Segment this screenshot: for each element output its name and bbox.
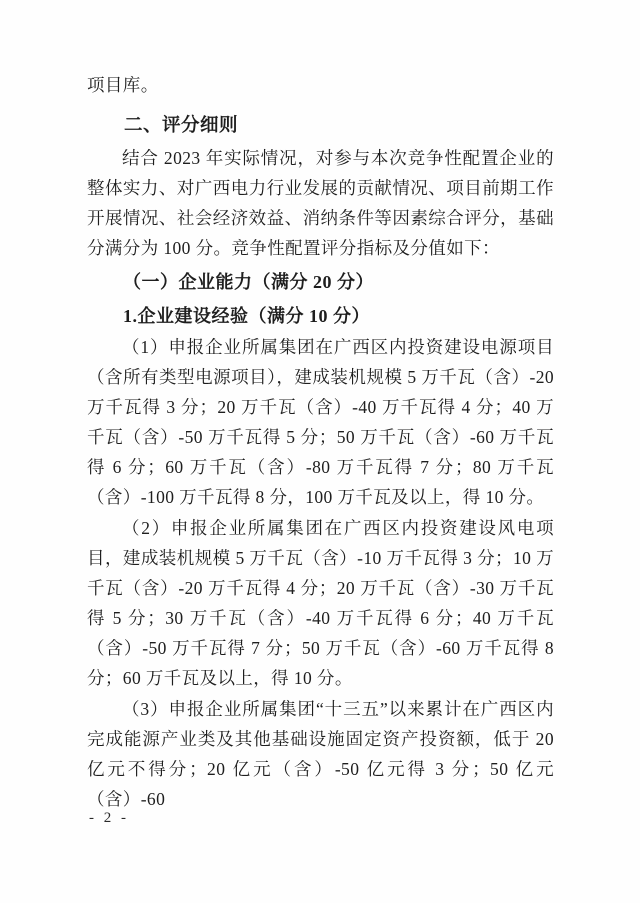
scoring-item-2: （2）申报企业所属集团在广西区内投资建设风电项目，建成装机规模 5 万千瓦（含）-10 万千瓦得 3 分；10 万千瓦（含）-20 万千瓦得 4 分；20 万千瓦（含）-30 万千瓦得 5 分；30 万千瓦（含）-40 万千瓦得 6 分；40 万千瓦（含）-50 万千瓦得 7 分；50 万千瓦（含）-60 万千瓦得 8 分；60 万千瓦及以上，得 10 分。 <box>87 518 554 688</box>
subsection-heading: （一）企业能力（满分 20 分） <box>123 272 374 292</box>
document-body <box>87 70 554 814</box>
scoring-item-1: （1）申报企业所属集团在广西区内投资建设电源项目（含所有类型电源项目），建成装机规模 5 万千瓦（含）-20 万千瓦得 3 分；20 万千瓦（含）-40 万千瓦得 4 分；40 万千瓦（含）-50 万千瓦得 5 分；50 万千瓦（含）-60 万千瓦得 6 分；60 万千瓦（含）-80 万千瓦得 7 分；80 万千瓦（含）-100 万千瓦得 8 分，100 万千瓦及以上，得 10 分。 <box>87 337 554 507</box>
intro-paragraph: 结合 2023 年实际情况，对参与本次竞争性配置企业的整体实力、对广西电力行业发展的贡献情况、项目前期工作开展情况、社会经济效益、消纳条件等因素综合评分，基础分满分为 100 分。竞争性配置评分指标及分值如下： <box>87 148 554 258</box>
lead-paragraph-fragment: 项目库。 <box>87 75 159 95</box>
scoring-item-3: （3）申报企业所属集团“十三五”以来累计在广西区内完成能源产业类及其他基础设施固定资产投资额，低于 20 亿元不得分；20 亿元（含）-50 亿元得 3 分；50 亿元（含）-60 <box>87 699 554 809</box>
section-heading: 二、评分细则 <box>124 114 239 135</box>
subsubsection-heading: 1.企业建设经验（满分 10 分） <box>123 306 370 326</box>
page-number: - 2 - <box>89 810 129 826</box>
